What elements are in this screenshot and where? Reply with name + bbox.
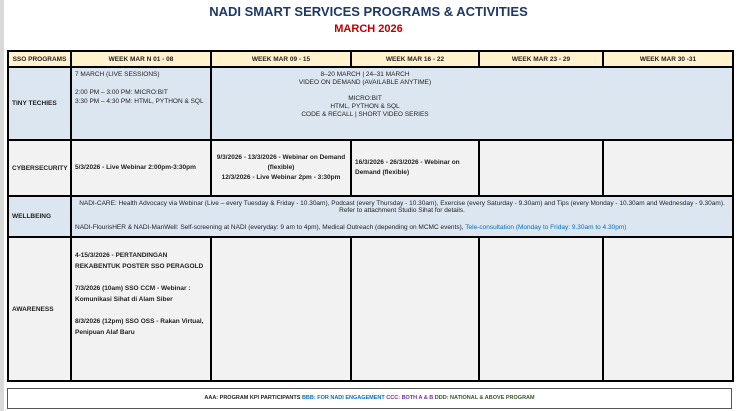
program-label: TINY TECHIES [8,67,71,140]
cell-text: 8–20 MARCH | 24–31 MARCH [320,71,410,78]
cell-text: MICRO:BIT [348,95,382,102]
cell-text: 7 MARCH (LIVE SESSIONS) [75,71,160,78]
cell-text: 8/3/2026 (12pm) SSO OSS - Rakan Virtual, Penipuan Alaf Baru [75,318,204,336]
header-row [8,51,733,67]
tele-consultation-text: Tele-consultation (Monday to Friday: 9.30am to 4.30pm) [465,224,627,231]
program-label: WELLBEING [8,196,71,237]
legend [7,388,732,409]
page-title: NADI SMART SERVICES PROGRAMS & ACTIVITIES [209,4,528,19]
table-row-wellbeing [8,196,733,237]
legend-ccc: CCC: BOTH A & B [386,395,434,401]
column-header-week4: WEEK MAR 23 - 29 [479,51,603,67]
cell-text: 7/3/2026 (10am) SSO CCM - Webinar : Komunikasi Sihat di Alam Siber [75,285,191,303]
table-row-cybersecurity [8,140,733,196]
cell-cybersecurity-week5 [603,140,733,196]
cell-cybersecurity-week3: 16/3/2026 - 26/3/2026 - Webinar on Demand (flexible) [351,140,479,196]
cell-awareness-week4 [479,237,603,381]
page-subtitle: MARCH 2026 [334,23,403,35]
cell-tiny-techies-week1 [71,67,211,140]
cell-awareness-week1 [71,237,211,381]
cell-text: 2:00 PM – 3:00 PM: MICRO:BIT [75,89,168,96]
legend-bbb: BBB: FOR NADI ENGAGEMENT [301,395,385,401]
table-row-awareness [8,237,733,381]
program-label: AWARENESS [8,237,71,381]
cell-text: NADI-FlourisHER & NADI-ManWell: Self-screening at NADI (everyday: 9 am to 4pm), Medical Outreach (depending on MCMC events), [75,224,466,231]
cell-awareness-week2 [211,237,351,381]
cell-tiny-techies-vod [211,67,733,140]
cell-text: HTML, PYTHON & SQL [330,103,400,110]
cell-wellbeing [71,196,733,237]
cell-text: CODE & RECALL | SHORT VIDEO SERIES [301,111,429,118]
column-header-week5: WEEK MAR 30 -31 [603,51,733,67]
table-row-tiny-techies [8,67,733,140]
legend-ddd: DDD: NATIONAL & ABOVE PROGRAM [434,395,535,401]
cell-cybersecurity-week1: 5/3/2026 - Live Webinar 2:00pm-3:30pm [71,140,211,196]
cell-text [75,224,729,231]
column-header-week2: WEEK MAR 09 - 15 [211,51,351,67]
column-header-week3: WEEK MAR 16 - 22 [351,51,479,67]
cell-cybersecurity-week4 [479,140,603,196]
cell-awareness-week5 [603,237,733,381]
cell-text: 3:30 PM – 4:30 PM: HTML, PYTHON & SQL [75,98,204,105]
schedule-table [7,50,734,382]
cell-text: 4-15/3/2026 - PERTANDINGAN REKABENTUK POSTER SSO PERAGOLD [75,252,204,270]
cell-text: 9/3/2026 - 13/3/2026 - Webinar on Demand (flexible) [216,154,346,171]
cell-cybersecurity-week2 [211,140,351,196]
program-label: CYBERSECURITY [8,140,71,196]
cell-awareness-week3 [351,237,479,381]
column-header-week1: WEEK MAR N 01 - 08 [71,51,211,67]
cell-text: 12/3/2026 - Live Webinar 2pm - 3:30pm [221,174,341,181]
page-margin [0,0,4,411]
legend-aaa: AAA: PROGRAM KPI PARTICIPANTS [204,395,301,401]
cell-text: VIDEO ON DEMAND (AVAILABLE ANYTIME) [298,79,432,86]
cell-text: NADI-CARE: Health Advocacy via Webinar (Live – every Tuesday & Friday - 10.30am), Podcast (every Thursday - 10.30am), Exercise (every Saturday - 9.30am) and Tips (every Monday - 10.30am and Wednesday - 9.30am). Refer to attachment Studio Sihat for details. [79,200,725,214]
column-header-programs: SSO PROGRAMS [8,51,71,67]
